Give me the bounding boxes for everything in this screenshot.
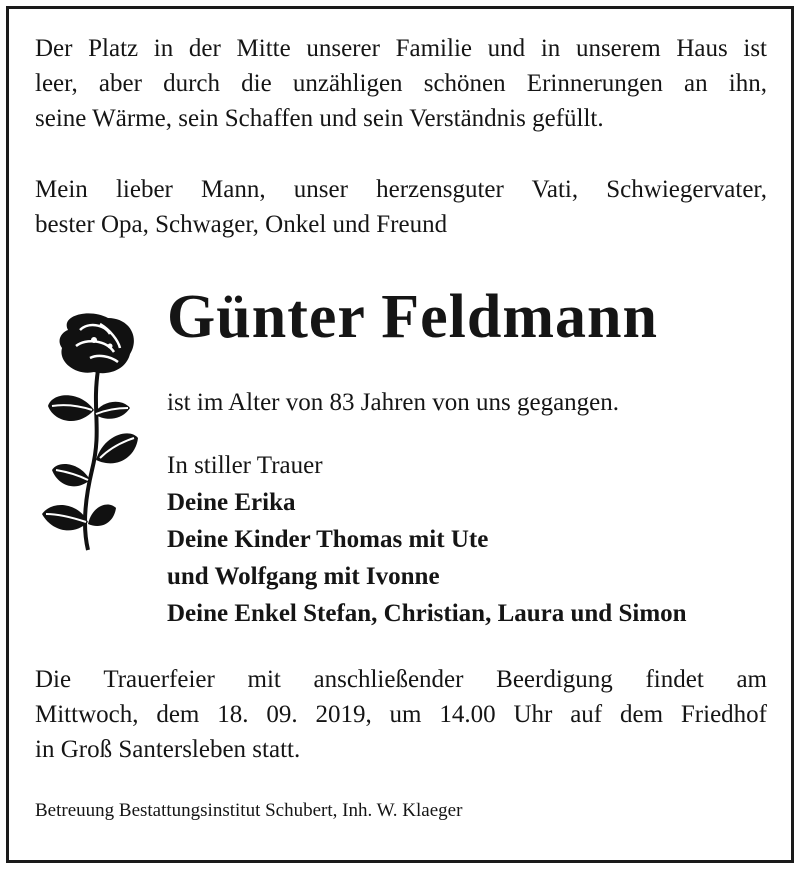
funeral-paragraph	[35, 662, 767, 767]
intro-paragraph	[35, 31, 767, 136]
rose-icon	[30, 310, 150, 555]
relation-line-2: bester Opa, Schwager, Onkel und Freund	[35, 211, 448, 238]
mourner-line-4: Deine Enkel Stefan, Christian, Laura und Simon	[167, 600, 687, 627]
relation-line-1: Mein lieber Mann, unser herzensguter Vati, Schwiegervater,	[35, 176, 767, 203]
intro-line-3: seine Wärme, sein Schaffen und sein Verständnis gefüllt.	[35, 105, 604, 132]
funeral-line-1: Die Trauerfeier mit anschließender Beerdigung findet am	[35, 666, 767, 693]
relation-paragraph	[35, 172, 767, 242]
mourners-intro: In stiller Trauer	[167, 452, 323, 479]
funeral-line-3: in Groß Santersleben statt.	[35, 736, 301, 763]
undertaker-footer: Betreuung Bestattungsinstitut Schubert, Inh. W. Klaeger	[35, 800, 463, 821]
deceased-name: Günter Feldmann	[167, 283, 658, 351]
mourner-line-1: Deine Erika	[167, 489, 296, 516]
funeral-line-2: Mittwoch, dem 18. 09. 2019, um 14.00 Uhr auf dem Friedhof	[35, 701, 767, 728]
intro-line-1: Der Platz in der Mitte unserer Familie und in unserem Haus ist	[35, 35, 767, 62]
passing-text: ist im Alter von 83 Jahren von uns gegangen.	[167, 389, 620, 416]
intro-line-2: leer, aber durch die unzähligen schönen Erinnerungen an ihn,	[35, 70, 767, 97]
mourner-line-3: und Wolfgang mit Ivonne	[167, 563, 440, 590]
mourner-line-2: Deine Kinder Thomas mit Ute	[167, 526, 489, 553]
